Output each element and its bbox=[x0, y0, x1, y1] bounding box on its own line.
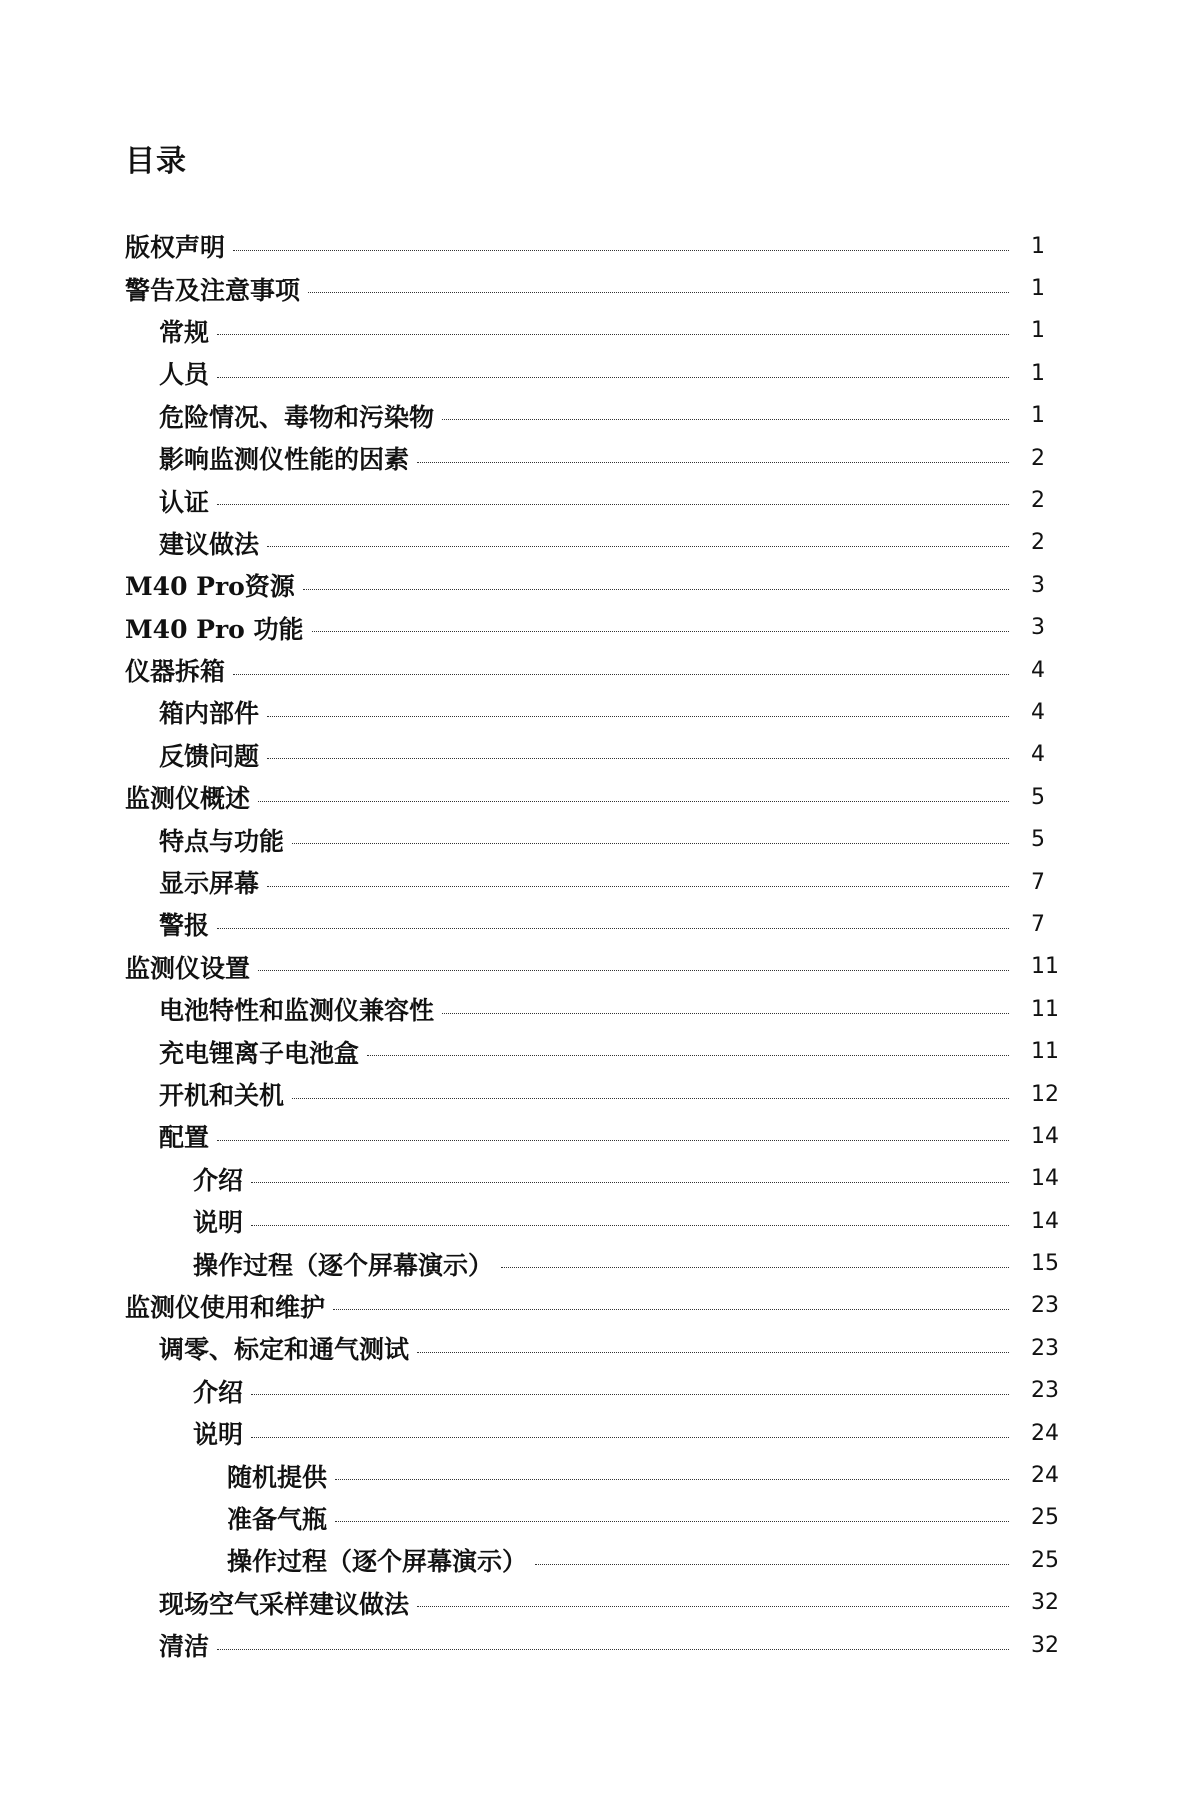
toc-entry-label: 配置 bbox=[159, 1123, 210, 1153]
toc-entry[interactable] bbox=[0, 352, 1200, 394]
toc-entry-label: 人员 bbox=[159, 360, 210, 390]
dot-leader bbox=[442, 1013, 1009, 1014]
toc-list bbox=[0, 225, 1200, 1666]
toc-entry-label: 危险情况、毒物和污染物 bbox=[159, 402, 435, 432]
toc-entry[interactable] bbox=[0, 1624, 1200, 1666]
dot-leader bbox=[217, 504, 1009, 505]
toc-entry-label: 认证 bbox=[159, 487, 210, 517]
toc-entry-page-number: 24 bbox=[1031, 1420, 1059, 1446]
toc-entry-label: 警报 bbox=[159, 911, 210, 941]
toc-entry-page-number: 14 bbox=[1031, 1123, 1059, 1149]
dot-leader bbox=[267, 546, 1009, 547]
toc-entry-page-number: 25 bbox=[1031, 1505, 1059, 1531]
toc-entry[interactable] bbox=[0, 395, 1200, 437]
toc-entry-page-number: 12 bbox=[1031, 1081, 1059, 1107]
toc-entry-label: 操作过程（逐个屏幕演示） bbox=[193, 1250, 494, 1280]
toc-entry-page-number: 1 bbox=[1031, 403, 1045, 429]
toc-entry[interactable] bbox=[0, 1412, 1200, 1454]
toc-entry-page-number: 24 bbox=[1031, 1463, 1059, 1489]
toc-entry-label: 清洁 bbox=[159, 1632, 210, 1662]
toc-entry-label: 说明 bbox=[193, 1420, 244, 1450]
toc-entry[interactable] bbox=[0, 1539, 1200, 1581]
dot-leader bbox=[308, 292, 1009, 293]
toc-entry-label: 说明 bbox=[193, 1208, 244, 1238]
dot-leader bbox=[217, 1649, 1009, 1650]
toc-entry-label: 介绍 bbox=[193, 1165, 244, 1195]
dot-leader bbox=[335, 1521, 1009, 1522]
dot-leader bbox=[335, 1479, 1009, 1480]
dot-leader bbox=[312, 631, 1009, 632]
toc-entry[interactable] bbox=[0, 522, 1200, 564]
toc-entry-page-number: 5 bbox=[1031, 827, 1045, 853]
toc-entry[interactable] bbox=[0, 479, 1200, 521]
toc-entry-page-number: 32 bbox=[1031, 1590, 1059, 1616]
toc-entry-label: 反馈问题 bbox=[159, 741, 260, 771]
dot-leader bbox=[217, 1140, 1009, 1141]
toc-entry-label: 介绍 bbox=[193, 1377, 244, 1407]
toc-entry-label: 监测仪概述 bbox=[125, 784, 251, 814]
dot-leader bbox=[267, 716, 1009, 717]
dot-leader bbox=[417, 1606, 1009, 1607]
toc-entry-page-number: 4 bbox=[1031, 657, 1045, 683]
toc-entry[interactable] bbox=[0, 1073, 1200, 1115]
dot-leader bbox=[501, 1267, 1009, 1268]
toc-entry-page-number: 25 bbox=[1031, 1547, 1059, 1573]
toc-entry-label: 操作过程（逐个屏幕演示） bbox=[227, 1547, 528, 1577]
toc-entry-page-number: 1 bbox=[1031, 276, 1045, 302]
dot-leader bbox=[217, 377, 1009, 378]
toc-entry[interactable] bbox=[0, 1115, 1200, 1157]
toc-entry[interactable] bbox=[0, 267, 1200, 309]
toc-entry-label: 调零、标定和通气测试 bbox=[159, 1335, 410, 1365]
toc-entry[interactable] bbox=[0, 437, 1200, 479]
toc-entry[interactable] bbox=[0, 1454, 1200, 1496]
dot-leader bbox=[292, 1098, 1009, 1099]
toc-entry-label: 显示屏幕 bbox=[159, 869, 260, 899]
toc-entry[interactable] bbox=[0, 861, 1200, 903]
dot-leader bbox=[417, 462, 1009, 463]
toc-entry-page-number: 1 bbox=[1031, 360, 1045, 386]
toc-entry-label: 现场空气采样建议做法 bbox=[159, 1589, 410, 1619]
dot-leader bbox=[233, 674, 1009, 675]
toc-entry[interactable] bbox=[0, 607, 1200, 649]
toc-entry[interactable] bbox=[0, 776, 1200, 818]
toc-entry-page-number: 23 bbox=[1031, 1378, 1059, 1404]
toc-entry-label: 影响监测仪性能的因素 bbox=[159, 445, 410, 475]
dot-leader bbox=[367, 1055, 1009, 1056]
toc-entry[interactable] bbox=[0, 1242, 1200, 1284]
toc-entry-page-number: 11 bbox=[1031, 1039, 1059, 1065]
toc-entry[interactable] bbox=[0, 310, 1200, 352]
toc-entry-page-number: 14 bbox=[1031, 1208, 1059, 1234]
toc-entry[interactable] bbox=[0, 818, 1200, 860]
toc-entry-label: 特点与功能 bbox=[159, 826, 285, 856]
dot-leader bbox=[233, 250, 1009, 251]
dot-leader bbox=[217, 928, 1009, 929]
toc-entry-label: 准备气瓶 bbox=[227, 1504, 328, 1534]
toc-entry-label: 常规 bbox=[159, 317, 210, 347]
toc-entry-page-number: 2 bbox=[1031, 530, 1045, 556]
toc-entry-label: M40 Pro资源 bbox=[125, 572, 295, 602]
dot-leader bbox=[333, 1309, 1009, 1310]
toc-entry[interactable] bbox=[0, 946, 1200, 988]
toc-entry-page-number: 23 bbox=[1031, 1293, 1059, 1319]
toc-entry-page-number: 3 bbox=[1031, 572, 1045, 598]
dot-leader bbox=[535, 1564, 1009, 1565]
toc-entry-label: 版权声明 bbox=[125, 233, 226, 263]
dot-leader bbox=[258, 970, 1009, 971]
toc-entry-page-number: 32 bbox=[1031, 1632, 1059, 1658]
toc-entry-page-number: 14 bbox=[1031, 1166, 1059, 1192]
toc-entry[interactable] bbox=[0, 903, 1200, 945]
dot-leader bbox=[251, 1225, 1009, 1226]
toc-entry-page-number: 7 bbox=[1031, 911, 1045, 937]
toc-entry[interactable] bbox=[0, 1158, 1200, 1200]
toc-entry-page-number: 11 bbox=[1031, 954, 1059, 980]
dot-leader bbox=[258, 801, 1009, 802]
toc-entry-page-number: 1 bbox=[1031, 233, 1045, 259]
dot-leader bbox=[217, 334, 1009, 335]
dot-leader bbox=[267, 758, 1009, 759]
toc-entry-page-number: 1 bbox=[1031, 318, 1045, 344]
toc-entry-page-number: 3 bbox=[1031, 615, 1045, 641]
toc-entry-label: 充电锂离子电池盒 bbox=[159, 1038, 360, 1068]
toc-entry-label: 仪器拆箱 bbox=[125, 657, 226, 687]
toc-title: 目录 bbox=[125, 144, 187, 179]
toc-entry[interactable] bbox=[0, 1327, 1200, 1369]
toc-entry[interactable] bbox=[0, 988, 1200, 1030]
toc-entry-page-number: 4 bbox=[1031, 699, 1045, 725]
toc-entry-page-number: 23 bbox=[1031, 1335, 1059, 1361]
toc-entry[interactable] bbox=[0, 564, 1200, 606]
toc-entry-label: 电池特性和监测仪兼容性 bbox=[159, 996, 435, 1026]
toc-entry[interactable] bbox=[0, 1200, 1200, 1242]
toc-entry[interactable] bbox=[0, 649, 1200, 691]
dot-leader bbox=[303, 589, 1009, 590]
toc-entry-label: 监测仪使用和维护 bbox=[125, 1292, 326, 1322]
dot-leader bbox=[267, 886, 1009, 887]
toc-entry[interactable] bbox=[0, 734, 1200, 776]
dot-leader bbox=[251, 1437, 1009, 1438]
toc-entry-label: 监测仪设置 bbox=[125, 953, 251, 983]
toc-entry[interactable] bbox=[0, 1285, 1200, 1327]
toc-entry-page-number: 11 bbox=[1031, 996, 1059, 1022]
toc-entry[interactable] bbox=[0, 1582, 1200, 1624]
toc-entry[interactable] bbox=[0, 1030, 1200, 1072]
toc-entry[interactable] bbox=[0, 1497, 1200, 1539]
toc-entry-label: 警告及注意事项 bbox=[125, 275, 301, 305]
toc-entry-label: M40 Pro 功能 bbox=[125, 614, 304, 644]
toc-entry-page-number: 15 bbox=[1031, 1251, 1059, 1277]
dot-leader bbox=[251, 1182, 1009, 1183]
toc-entry-page-number: 4 bbox=[1031, 742, 1045, 768]
dot-leader bbox=[442, 419, 1009, 420]
toc-entry-label: 随机提供 bbox=[227, 1462, 328, 1492]
dot-leader bbox=[292, 843, 1009, 844]
toc-entry-label: 开机和关机 bbox=[159, 1081, 285, 1110]
toc-entry-label: 箱内部件 bbox=[159, 699, 260, 729]
toc-entry-page-number: 2 bbox=[1031, 488, 1045, 514]
dot-leader bbox=[417, 1352, 1009, 1353]
toc-entry-page-number: 5 bbox=[1031, 784, 1045, 810]
toc-entry-page-number: 7 bbox=[1031, 869, 1045, 895]
toc-entry[interactable] bbox=[0, 225, 1200, 267]
toc-entry[interactable] bbox=[0, 691, 1200, 733]
toc-entry[interactable] bbox=[0, 1370, 1200, 1412]
dot-leader bbox=[251, 1394, 1009, 1395]
toc-entry-page-number: 2 bbox=[1031, 445, 1045, 471]
toc-entry-label: 建议做法 bbox=[159, 529, 260, 559]
